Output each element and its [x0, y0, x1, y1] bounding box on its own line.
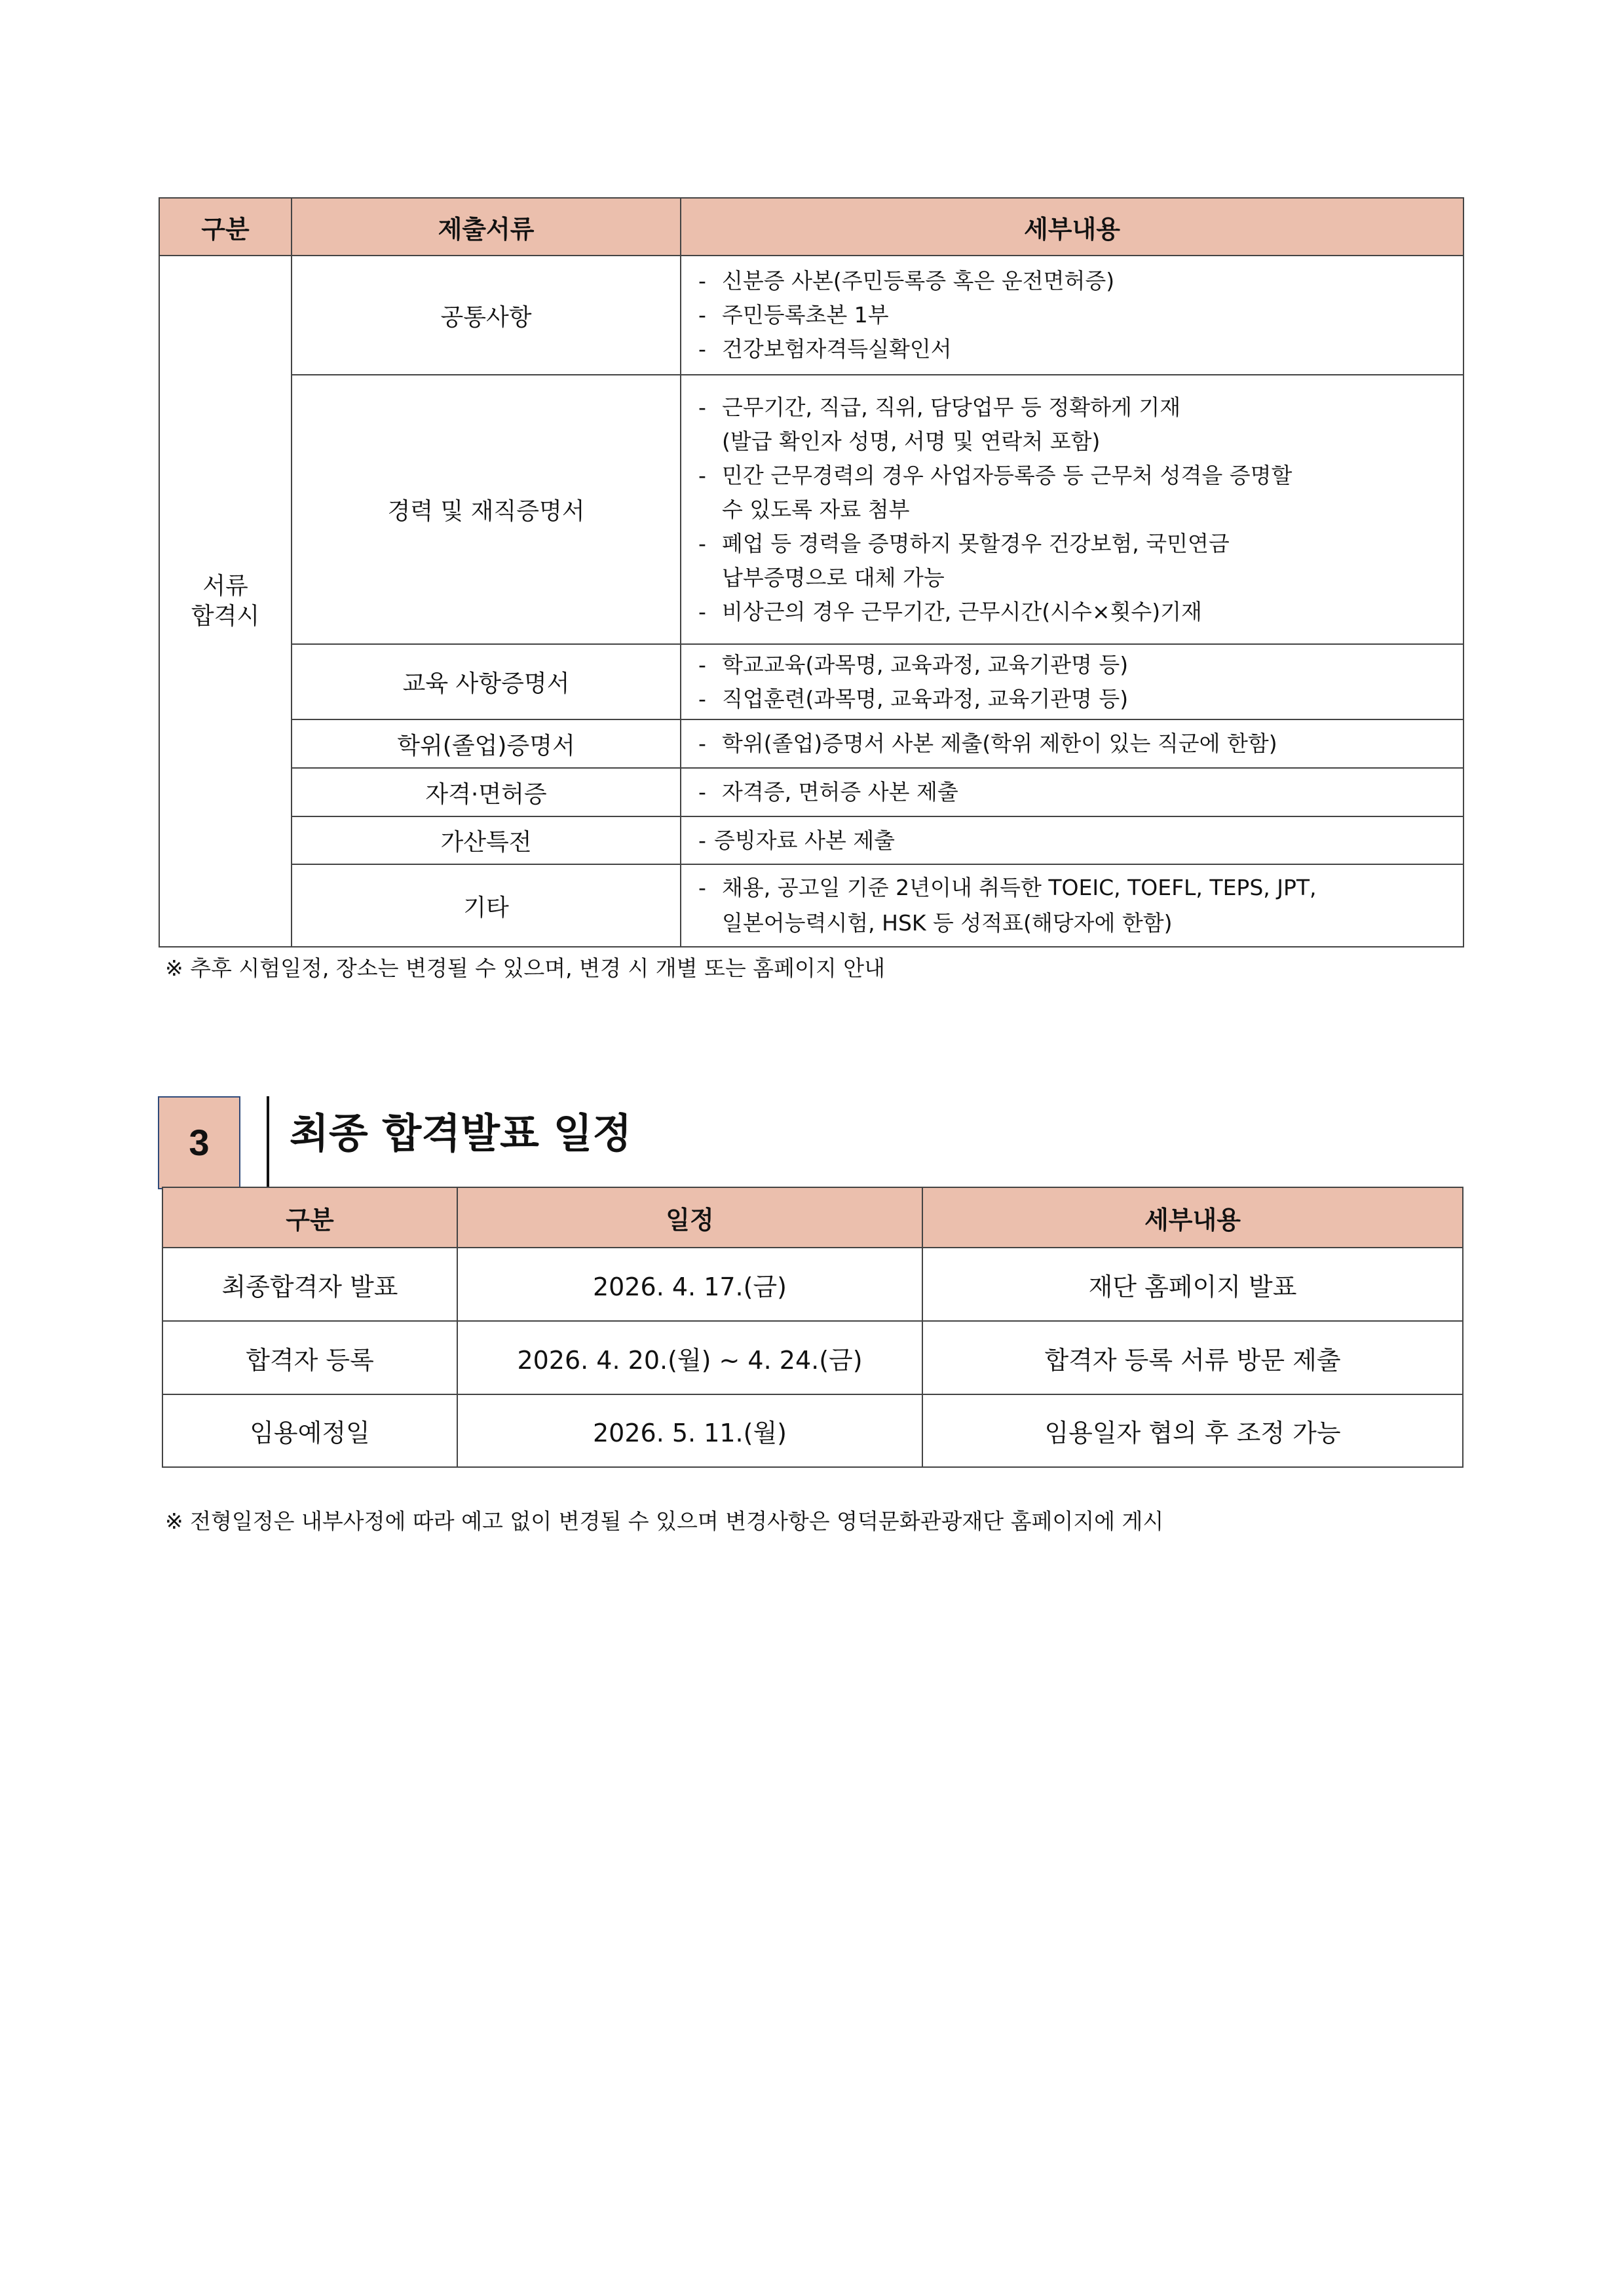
schedule-date: 2026. 4. 20.(월) ~ 4. 24.(금) — [457, 1321, 922, 1394]
documents-table-header — [159, 198, 1463, 256]
detail-item: - 학교교육(과목명, 교육과정, 교육기관명 등) — [698, 651, 1129, 678]
detail-cell — [681, 864, 1463, 947]
schedule-date: 2026. 4. 17.(금) — [457, 1248, 922, 1321]
detail-cell — [681, 816, 1463, 864]
header-category: 구분 — [159, 198, 292, 256]
table-row — [159, 816, 1463, 864]
table-row — [159, 375, 1463, 644]
category-line: 서류 — [202, 572, 248, 600]
section-title: 최종 합격발표 일정 — [290, 1109, 632, 1157]
header-date: 일정 — [457, 1187, 922, 1248]
schedule-table — [162, 1187, 1463, 1468]
header-document: 제출서류 — [292, 198, 681, 256]
footnote-exam-schedule: ※ 추후 시험일정, 장소는 변경될 수 있으며, 변경 시 개별 또는 홈페이지 안내 — [165, 955, 885, 981]
detail-cell — [681, 768, 1463, 816]
document-cell: 학위(졸업)증명서 — [292, 719, 681, 768]
detail-item: - 채용, 공고일 기준 2년이내 취득한 TOEIC, TOEFL, TEPS, JPT, 일본어능력시험, HSK 등 성적표(해당자에 한함) — [698, 875, 1317, 936]
table-row — [162, 1248, 1463, 1321]
detail-item: - 비상근의 경우 근무기간, 근무시간(시수×횟수)기재 — [698, 598, 1202, 624]
document-cell: 기타 — [292, 864, 681, 947]
header-detail: 세부내용 — [681, 198, 1463, 256]
section-title-divider — [267, 1096, 269, 1192]
table-row — [159, 768, 1463, 816]
schedule-table-header — [162, 1187, 1463, 1248]
table-row — [159, 256, 1463, 375]
table-row — [162, 1321, 1463, 1394]
document-cell: 자격·면허증 — [292, 768, 681, 816]
detail-cell — [681, 719, 1463, 768]
detail-cell — [681, 375, 1463, 644]
document-cell: 교육 사항증명서 — [292, 644, 681, 719]
schedule-date: 2026. 5. 11.(월) — [457, 1394, 922, 1467]
detail-item: - 자격증, 면허증 사본 제출 — [698, 779, 958, 805]
schedule-detail: 재단 홈페이지 발표 — [922, 1248, 1463, 1321]
header-category: 구분 — [162, 1187, 457, 1248]
table-row — [162, 1394, 1463, 1467]
category-cell — [159, 256, 292, 947]
table-row — [159, 864, 1463, 947]
section-number-badge: 3 — [158, 1096, 240, 1189]
schedule-category: 최종합격자 발표 — [162, 1248, 457, 1321]
detail-item: - 직업훈련(과목명, 교육과정, 교육기관명 등) — [698, 685, 1129, 712]
table-row — [159, 719, 1463, 768]
table-row — [159, 644, 1463, 719]
category-line: 합격시 — [191, 602, 260, 630]
detail-item: - 학위(졸업)증명서 사본 제출(학위 제한이 있는 직군에 한함) — [698, 731, 1277, 756]
detail-cell — [681, 644, 1463, 719]
documents-table — [159, 197, 1464, 947]
detail-item: - 건강보험자격득실확인서 — [698, 336, 952, 362]
schedule-category: 임용예정일 — [162, 1394, 457, 1467]
document-cell: 공통사항 — [292, 256, 681, 375]
detail-item: - 신분증 사본(주민등록증 혹은 운전면허증) — [698, 268, 1115, 294]
schedule-category: 합격자 등록 — [162, 1321, 457, 1394]
footnote-schedule-change: ※ 전형일정은 내부사정에 따라 예고 없이 변경될 수 있으며 변경사항은 영덕문화관광재단 홈페이지에 게시 — [165, 1508, 1164, 1534]
detail-item: - 민간 근무경력의 경우 사업자등록증 등 근무처 성격을 증명할 수 있도록 자료 첨부 — [698, 462, 1293, 522]
detail-cell — [681, 256, 1463, 375]
document-cell: 경력 및 재직증명서 — [292, 375, 681, 644]
document-cell: 가산특전 — [292, 816, 681, 864]
schedule-detail: 합격자 등록 서류 방문 제출 — [922, 1321, 1463, 1394]
detail-item: - 주민등록초본 1부 — [698, 302, 889, 328]
schedule-detail: 임용일자 협의 후 조정 가능 — [922, 1394, 1463, 1467]
detail-item: - 증빙자료 사본 제출 — [698, 827, 896, 853]
detail-item: - 폐업 등 경력을 증명하지 못할경우 건강보험, 국민연금 납부증명으로 대체 가능 — [698, 530, 1230, 590]
detail-item: - 근무기간, 직급, 직위, 담당업무 등 정확하게 기재 (발급 확인자 성명, 서명 및 연락처 포함) — [698, 394, 1181, 454]
header-detail: 세부내용 — [922, 1187, 1463, 1248]
